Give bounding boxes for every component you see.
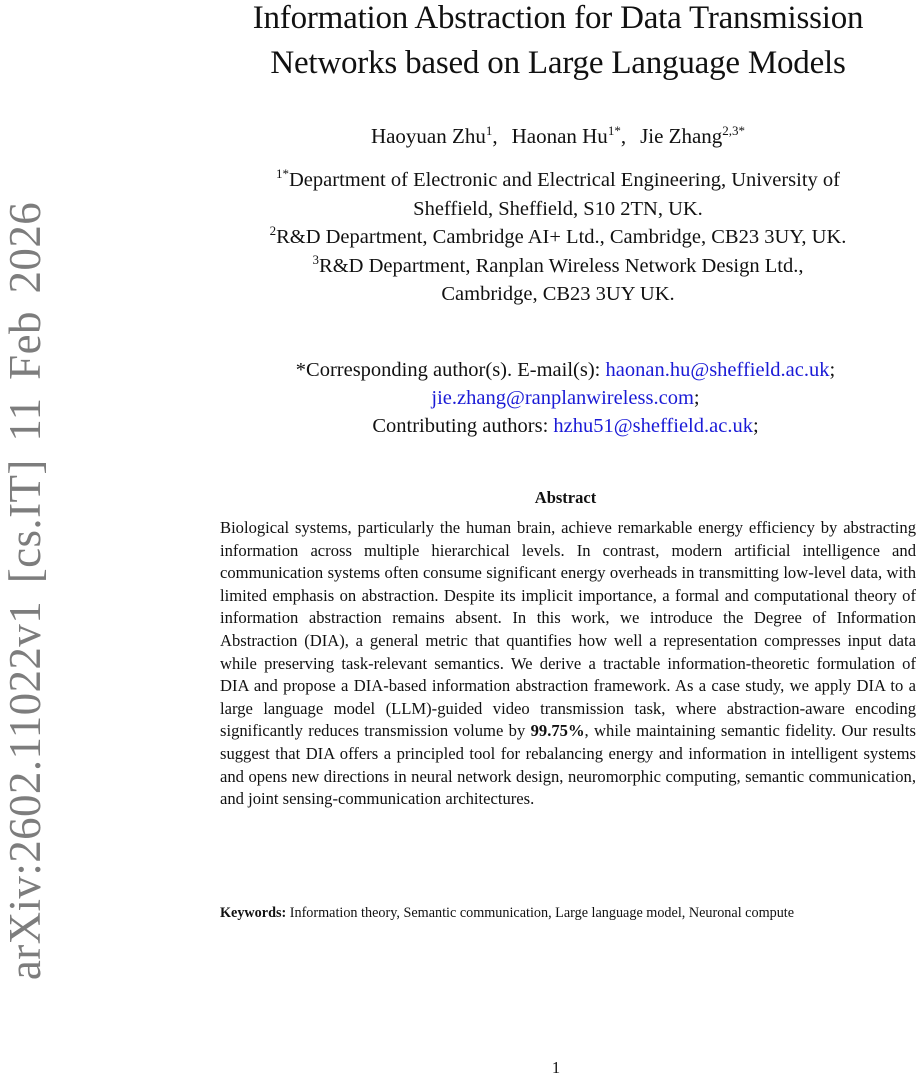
author-name: Haonan Hu	[511, 124, 608, 148]
affiliation-item-continued	[190, 195, 916, 224]
contributing-author-line: Contributing authors: hzhu51@sheffield.ac.uk;	[372, 415, 759, 437]
abstract-heading: Abstract	[534, 488, 597, 507]
contact-info	[215, 356, 916, 440]
affiliation-mark: 3	[312, 251, 320, 267]
author-affiliation-mark: 2,3*	[722, 123, 746, 138]
affiliation-text: R&D Department, Ranplan Wireless Network Design Ltd.,	[319, 254, 804, 277]
abstract-highlight-value: 99.75%	[530, 721, 585, 741]
affiliation-mark: 1*	[275, 166, 289, 181]
author-affiliation-mark: 1*	[607, 123, 621, 138]
email-link[interactable]: jie.zhang@ranplanwireless.com	[431, 387, 694, 409]
abstract-text-part: Biological systems, particularly the human brain, achieve remarkable energy efficiency by abstracting information across multiple hierarchical levels. In contrast, modern artificial intelligence and communication systems often consume significant energy overheads in transmitting low-level data, with limited emphasis on abstraction. Despite its implicit importance, a formal and computational theory of information abstraction remains absent. In this work, we introduce the Degree of Information Abstraction (DIA), a general metric that quantifies how well a representation compresses input data while preserving task-relevant semantics. We derive a tractable information-theoretic formulation of DIA and propose a DIA-based information abstraction framework. As a case study, we apply DIA to a large language model (LLM)-guided video transmission task, where abstraction-aware encoding significantly reduces transmission volume by	[220, 518, 916, 741]
keywords-text: Information theory, Semantic communication, Large language model, Neuronal compute	[286, 905, 795, 921]
title-line-2: Networks based on Large Language Models	[270, 45, 846, 81]
affiliation-item	[190, 223, 916, 252]
arxiv-identifier-text: arXiv:2602.11022v1 [cs.IT] 11 Feb 2026	[0, 201, 51, 981]
corresponding-author-line: *Corresponding author(s). E-mail(s): haonan.hu@sheffield.ac.uk;	[295, 359, 836, 381]
author-list: Haoyuan Zhu$^1$, Haonan $Hu^{1*}$, Jie Zhang$^{2,3*}$	[370, 123, 746, 148]
contributing-label: Contributing authors:	[372, 415, 554, 437]
affiliation-item	[190, 166, 916, 195]
affiliation-text: Cambridge, CB23 3UY UK.	[441, 283, 675, 305]
author-name: Haoyuan Zhu	[370, 124, 486, 148]
affiliation-mark: 2	[269, 223, 277, 238]
email-link[interactable]: haonan.hu@sheffield.ac.uk	[605, 359, 830, 381]
affiliation-item-continued	[190, 280, 916, 309]
affiliation-list	[190, 166, 916, 309]
page-number: 1	[551, 1058, 561, 1077]
corresponding-author-line: jie.zhang@ranplanwireless.com;	[431, 387, 700, 409]
affiliation-text: Department of Electronic and Electrical Engineering, University of	[288, 169, 840, 191]
paper-title	[200, 0, 916, 86]
title-line-1: Information Abstraction for Data Transmission	[252, 0, 864, 36]
affiliation-item	[190, 252, 916, 281]
corresponding-label: *Corresponding author(s). E-mail(s):	[295, 359, 606, 381]
affiliation-text: Sheffield, Sheffield, S10 2TN, UK.	[413, 197, 703, 220]
author-name: Jie Zhang	[640, 124, 723, 148]
keywords-label: Keywords:	[220, 905, 287, 921]
email-link[interactable]: hzhu51@sheffield.ac.uk	[553, 415, 753, 437]
keywords	[220, 903, 916, 923]
arxiv-identifier-stamp	[0, 201, 51, 981]
affiliation-text: R&D Department, Cambridge AI+ Ltd., Cambridge, CB23 3UY, UK.	[276, 226, 847, 248]
abstract-text-part: , while maintaining semantic fidelity. Our results suggest that DIA offers a principled tool for rebalancing energy and information in intelligent systems and opens new directions in neural network design, neuromorphic computing, semantic communication, and joint sensing-communication architectures.	[220, 721, 916, 809]
abstract-text	[220, 517, 916, 811]
author-affiliation-mark: 1	[485, 123, 493, 138]
